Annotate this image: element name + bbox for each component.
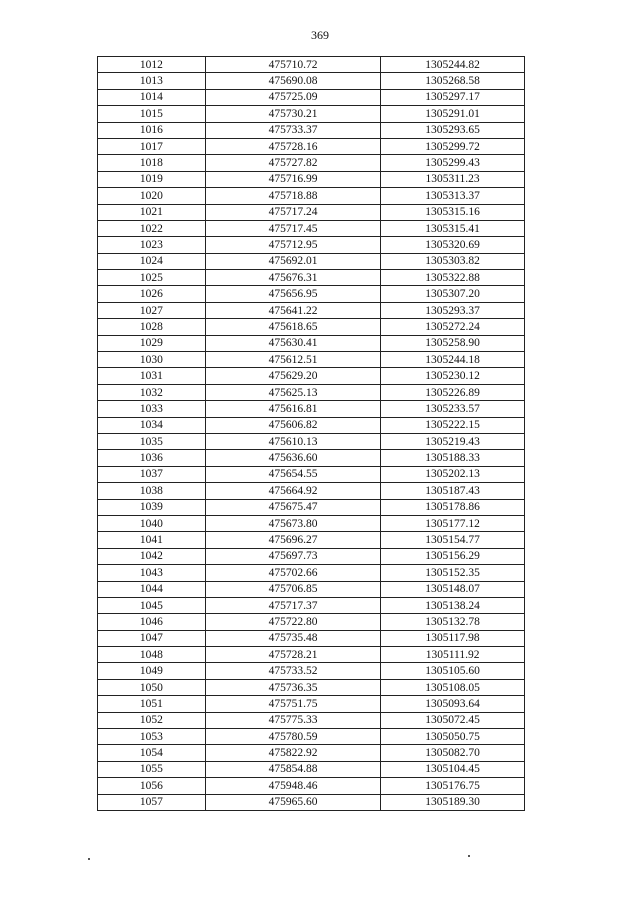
point-number-cell: 1024: [98, 253, 206, 269]
y-coordinate-cell: 1305291.01: [381, 106, 525, 122]
point-number-cell: 1033: [98, 401, 206, 417]
x-coordinate-cell: 475716.99: [205, 171, 380, 187]
x-coordinate-cell: 475641.22: [205, 302, 380, 318]
table-row: [98, 286, 525, 302]
y-coordinate-cell: 1305311.23: [381, 171, 525, 187]
table-row: [98, 745, 525, 761]
x-coordinate-cell: 475606.82: [205, 417, 380, 433]
table-row: [98, 138, 525, 154]
point-number-cell: 1023: [98, 237, 206, 253]
table-row: [98, 647, 525, 663]
table-row: [98, 696, 525, 712]
x-coordinate-cell: 475717.24: [205, 204, 380, 220]
scan-speck: [468, 855, 470, 857]
x-coordinate-cell: 475730.21: [205, 106, 380, 122]
x-coordinate-cell: 475636.60: [205, 450, 380, 466]
y-coordinate-cell: 1305138.24: [381, 597, 525, 613]
point-number-cell: 1042: [98, 548, 206, 564]
x-coordinate-cell: 475822.92: [205, 745, 380, 761]
point-number-cell: 1037: [98, 466, 206, 482]
y-coordinate-cell: 1305297.17: [381, 89, 525, 105]
point-number-cell: 1029: [98, 335, 206, 351]
point-number-cell: 1020: [98, 188, 206, 204]
x-coordinate-cell: 475725.09: [205, 89, 380, 105]
y-coordinate-cell: 1305072.45: [381, 712, 525, 728]
table-row: [98, 679, 525, 695]
y-coordinate-cell: 1305117.98: [381, 630, 525, 646]
table-row: [98, 368, 525, 384]
x-coordinate-cell: 475717.45: [205, 220, 380, 236]
y-coordinate-cell: 1305315.16: [381, 204, 525, 220]
table-row: [98, 302, 525, 318]
table-row: [98, 188, 525, 204]
y-coordinate-cell: 1305230.12: [381, 368, 525, 384]
x-coordinate-cell: 475854.88: [205, 761, 380, 777]
x-coordinate-cell: 475625.13: [205, 384, 380, 400]
point-number-cell: 1057: [98, 794, 206, 810]
x-coordinate-cell: 475692.01: [205, 253, 380, 269]
table-row: [98, 270, 525, 286]
point-number-cell: 1045: [98, 597, 206, 613]
table-row: [98, 155, 525, 171]
point-number-cell: 1016: [98, 122, 206, 138]
x-coordinate-cell: 475965.60: [205, 794, 380, 810]
x-coordinate-cell: 475675.47: [205, 499, 380, 515]
y-coordinate-cell: 1305268.58: [381, 73, 525, 89]
x-coordinate-cell: 475629.20: [205, 368, 380, 384]
y-coordinate-cell: 1305226.89: [381, 384, 525, 400]
y-coordinate-cell: 1305299.43: [381, 155, 525, 171]
point-number-cell: 1046: [98, 614, 206, 630]
point-number-cell: 1017: [98, 138, 206, 154]
x-coordinate-cell: 475702.66: [205, 565, 380, 581]
table-row: [98, 515, 525, 531]
y-coordinate-cell: 1305105.60: [381, 663, 525, 679]
y-coordinate-cell: 1305202.13: [381, 466, 525, 482]
point-number-cell: 1026: [98, 286, 206, 302]
y-coordinate-cell: 1305307.20: [381, 286, 525, 302]
table-row: [98, 532, 525, 548]
table-row: [98, 712, 525, 728]
x-coordinate-cell: 475676.31: [205, 270, 380, 286]
x-coordinate-cell: 475728.21: [205, 647, 380, 663]
x-coordinate-cell: 475727.82: [205, 155, 380, 171]
x-coordinate-cell: 475712.95: [205, 237, 380, 253]
y-coordinate-cell: 1305293.37: [381, 302, 525, 318]
table-row: [98, 663, 525, 679]
point-number-cell: 1035: [98, 433, 206, 449]
point-number-cell: 1040: [98, 515, 206, 531]
table-row: [98, 401, 525, 417]
x-coordinate-cell: 475616.81: [205, 401, 380, 417]
table-row: [98, 73, 525, 89]
y-coordinate-cell: 1305111.92: [381, 647, 525, 663]
x-coordinate-cell: 475751.75: [205, 696, 380, 712]
point-number-cell: 1054: [98, 745, 206, 761]
point-number-cell: 1052: [98, 712, 206, 728]
y-coordinate-cell: 1305152.35: [381, 565, 525, 581]
table-row: [98, 384, 525, 400]
table-row: [98, 352, 525, 368]
x-coordinate-cell: 475728.16: [205, 138, 380, 154]
table-row: [98, 253, 525, 269]
table-row: [98, 57, 525, 73]
y-coordinate-cell: 1305189.30: [381, 794, 525, 810]
y-coordinate-cell: 1305187.43: [381, 483, 525, 499]
table-row: [98, 565, 525, 581]
point-number-cell: 1015: [98, 106, 206, 122]
y-coordinate-cell: 1305258.90: [381, 335, 525, 351]
table-row: [98, 483, 525, 499]
point-number-cell: 1050: [98, 679, 206, 695]
x-coordinate-cell: 475722.80: [205, 614, 380, 630]
point-number-cell: 1055: [98, 761, 206, 777]
y-coordinate-cell: 1305320.69: [381, 237, 525, 253]
point-number-cell: 1041: [98, 532, 206, 548]
y-coordinate-cell: 1305093.64: [381, 696, 525, 712]
x-coordinate-cell: 475618.65: [205, 319, 380, 335]
y-coordinate-cell: 1305313.37: [381, 188, 525, 204]
point-number-cell: 1047: [98, 630, 206, 646]
x-coordinate-cell: 475673.80: [205, 515, 380, 531]
table-row: [98, 581, 525, 597]
y-coordinate-cell: 1305082.70: [381, 745, 525, 761]
table-row: [98, 106, 525, 122]
point-number-cell: 1025: [98, 270, 206, 286]
table-row: [98, 122, 525, 138]
table-row: [98, 466, 525, 482]
scan-speck: [88, 858, 90, 860]
x-coordinate-cell: 475948.46: [205, 778, 380, 794]
table-row: [98, 778, 525, 794]
table-row: [98, 729, 525, 745]
point-number-cell: 1049: [98, 663, 206, 679]
table-row: [98, 335, 525, 351]
x-coordinate-cell: 475780.59: [205, 729, 380, 745]
x-coordinate-cell: 475690.08: [205, 73, 380, 89]
table-row: [98, 499, 525, 515]
y-coordinate-cell: 1305154.77: [381, 532, 525, 548]
point-number-cell: 1031: [98, 368, 206, 384]
x-coordinate-cell: 475733.37: [205, 122, 380, 138]
y-coordinate-cell: 1305299.72: [381, 138, 525, 154]
y-coordinate-cell: 1305219.43: [381, 433, 525, 449]
point-number-cell: 1038: [98, 483, 206, 499]
x-coordinate-cell: 475697.73: [205, 548, 380, 564]
page-number: 369: [311, 28, 329, 42]
y-coordinate-cell: 1305322.88: [381, 270, 525, 286]
y-coordinate-cell: 1305244.82: [381, 57, 525, 73]
table-row: [98, 450, 525, 466]
table-row: [98, 761, 525, 777]
coordinates-table-body: [98, 57, 525, 811]
table-row: [98, 614, 525, 630]
y-coordinate-cell: 1305156.29: [381, 548, 525, 564]
x-coordinate-cell: 475706.85: [205, 581, 380, 597]
y-coordinate-cell: 1305272.24: [381, 319, 525, 335]
point-number-cell: 1021: [98, 204, 206, 220]
x-coordinate-cell: 475775.33: [205, 712, 380, 728]
y-coordinate-cell: 1305315.41: [381, 220, 525, 236]
coordinates-table: [97, 56, 525, 811]
y-coordinate-cell: 1305148.07: [381, 581, 525, 597]
point-number-cell: 1027: [98, 302, 206, 318]
y-coordinate-cell: 1305104.45: [381, 761, 525, 777]
x-coordinate-cell: 475717.37: [205, 597, 380, 613]
table-row: [98, 597, 525, 613]
point-number-cell: 1018: [98, 155, 206, 171]
y-coordinate-cell: 1305108.05: [381, 679, 525, 695]
x-coordinate-cell: 475736.35: [205, 679, 380, 695]
table-row: [98, 220, 525, 236]
point-number-cell: 1013: [98, 73, 206, 89]
point-number-cell: 1053: [98, 729, 206, 745]
point-number-cell: 1043: [98, 565, 206, 581]
y-coordinate-cell: 1305188.33: [381, 450, 525, 466]
x-coordinate-cell: 475630.41: [205, 335, 380, 351]
x-coordinate-cell: 475733.52: [205, 663, 380, 679]
point-number-cell: 1048: [98, 647, 206, 663]
table-row: [98, 204, 525, 220]
table-row: [98, 89, 525, 105]
table-row: [98, 319, 525, 335]
table-row: [98, 794, 525, 810]
table-row: [98, 171, 525, 187]
point-number-cell: 1022: [98, 220, 206, 236]
y-coordinate-cell: 1305233.57: [381, 401, 525, 417]
y-coordinate-cell: 1305222.15: [381, 417, 525, 433]
x-coordinate-cell: 475610.13: [205, 433, 380, 449]
point-number-cell: 1014: [98, 89, 206, 105]
table-row: [98, 548, 525, 564]
x-coordinate-cell: 475656.95: [205, 286, 380, 302]
table-row: [98, 433, 525, 449]
point-number-cell: 1034: [98, 417, 206, 433]
x-coordinate-cell: 475696.27: [205, 532, 380, 548]
point-number-cell: 1012: [98, 57, 206, 73]
y-coordinate-cell: 1305177.12: [381, 515, 525, 531]
point-number-cell: 1028: [98, 319, 206, 335]
y-coordinate-cell: 1305244.18: [381, 352, 525, 368]
y-coordinate-cell: 1305178.86: [381, 499, 525, 515]
point-number-cell: 1051: [98, 696, 206, 712]
point-number-cell: 1039: [98, 499, 206, 515]
y-coordinate-cell: 1305303.82: [381, 253, 525, 269]
y-coordinate-cell: 1305050.75: [381, 729, 525, 745]
y-coordinate-cell: 1305176.75: [381, 778, 525, 794]
x-coordinate-cell: 475654.55: [205, 466, 380, 482]
y-coordinate-cell: 1305132.78: [381, 614, 525, 630]
y-coordinate-cell: 1305293.65: [381, 122, 525, 138]
point-number-cell: 1032: [98, 384, 206, 400]
point-number-cell: 1056: [98, 778, 206, 794]
point-number-cell: 1036: [98, 450, 206, 466]
x-coordinate-cell: 475664.92: [205, 483, 380, 499]
x-coordinate-cell: 475718.88: [205, 188, 380, 204]
x-coordinate-cell: 475710.72: [205, 57, 380, 73]
point-number-cell: 1030: [98, 352, 206, 368]
x-coordinate-cell: 475612.51: [205, 352, 380, 368]
point-number-cell: 1019: [98, 171, 206, 187]
x-coordinate-cell: 475735.48: [205, 630, 380, 646]
table-row: [98, 630, 525, 646]
table-row: [98, 237, 525, 253]
point-number-cell: 1044: [98, 581, 206, 597]
table-row: [98, 417, 525, 433]
